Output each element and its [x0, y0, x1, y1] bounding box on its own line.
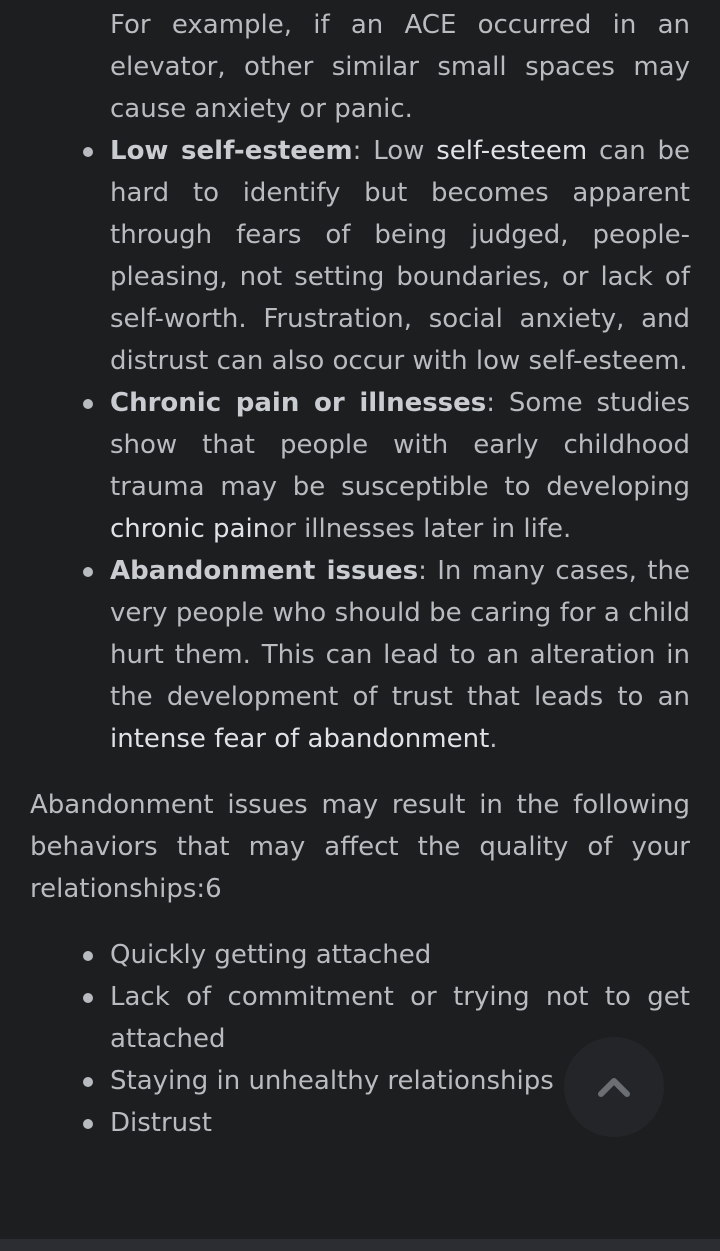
- item-title: Chronic pain or illnesses: [110, 388, 487, 418]
- list-item: Quickly getting attached: [110, 934, 690, 976]
- bullet-icon: [83, 1119, 93, 1129]
- list-item: Distrust: [110, 1102, 690, 1144]
- list-item: Low self-esteem: Low self-esteem can be hard to identify but becomes apparent through fears of being judged, people-pleasing, not setting boundaries, or lack of self-worth. Frustration, social anxiety, and distrust can also occur with low self-esteem.: [110, 130, 690, 382]
- fear-of-abandonment-link[interactable]: intense fear of abandonment: [110, 724, 490, 754]
- bullet-icon: [83, 1077, 93, 1087]
- scroll-to-top-button[interactable]: [564, 1037, 664, 1137]
- list-item: Staying in unhealthy relationships: [110, 1060, 690, 1102]
- item-title: Low self-esteem: [110, 136, 353, 166]
- item-title: Abandonment issues: [110, 556, 419, 586]
- bullet-icon: [83, 951, 93, 961]
- list-item: Chronic pain or illnesses: Some studies show that people with early childhood trauma may be susceptible to developing chronic painor illnesses later in life.: [110, 382, 690, 550]
- list-item: Lack of commitment or trying not to get attached: [110, 976, 690, 1060]
- chronic-pain-link[interactable]: chronic pain: [110, 514, 270, 544]
- bullet-icon: [83, 399, 93, 409]
- bullet-icon: [83, 147, 93, 157]
- chevron-up-icon: [597, 1076, 631, 1098]
- article-content: [0, 4, 720, 1144]
- list-item: Abandonment issues: In many cases, the very people who should be caring for a child hurt them. This can lead to an alteration in the development of trust that leads to an intense fear of abandonment.: [110, 550, 690, 760]
- self-esteem-link[interactable]: self-esteem: [436, 136, 588, 166]
- abandonment-paragraph: Abandonment issues may result in the following behaviors that may affect the quality of your relationships:6: [30, 790, 690, 904]
- bullet-icon: [83, 993, 93, 1003]
- bullet-icon: [83, 567, 93, 577]
- bottom-bar: [0, 1239, 720, 1251]
- intro-paragraph: For example, if an ACE occurred in an elevator, other similar small spaces may cause anxiety or panic.: [110, 10, 690, 124]
- effects-list: [0, 130, 720, 760]
